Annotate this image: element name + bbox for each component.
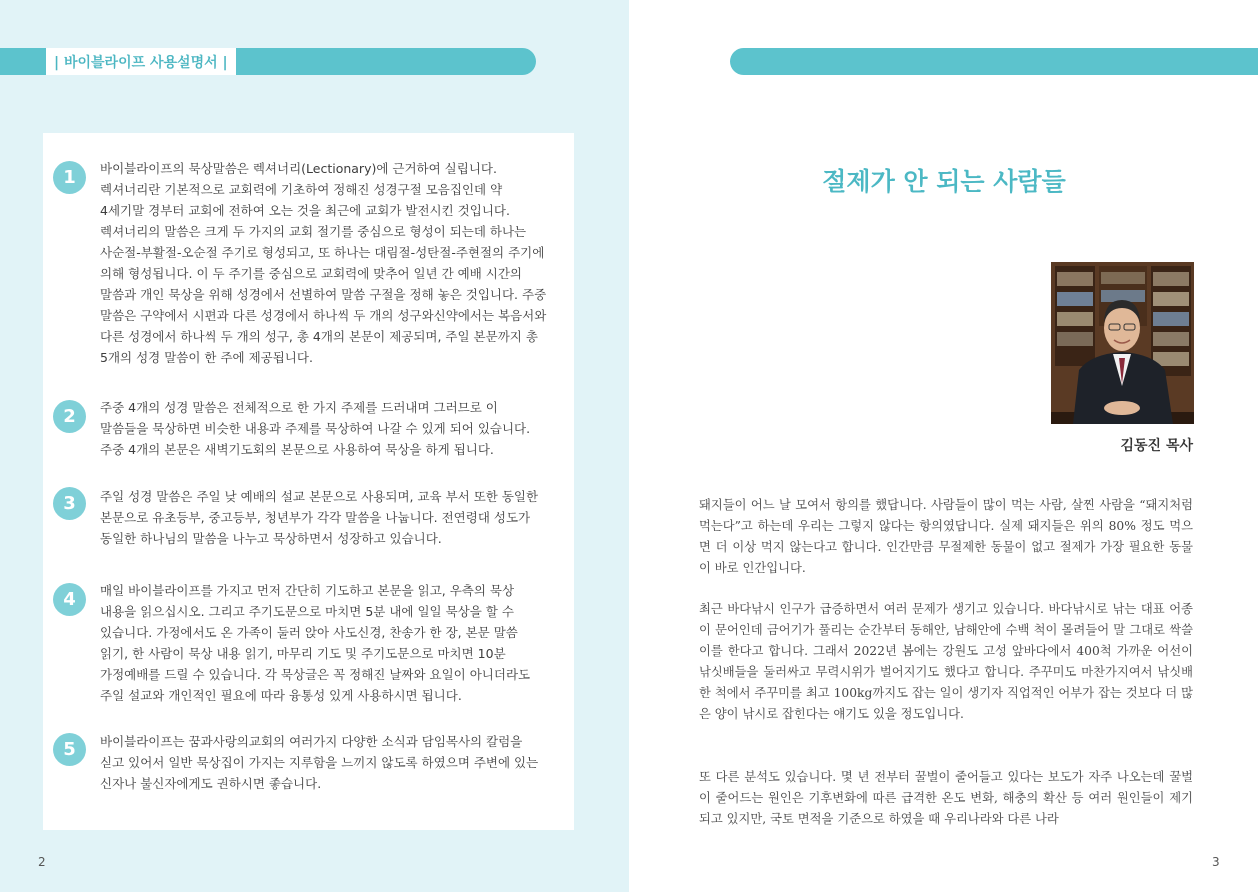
item-number-badge: 2 — [53, 400, 86, 433]
header-bar — [730, 48, 1258, 75]
article-title: 절제가 안 되는 사람들 — [822, 167, 1066, 196]
guide-card — [43, 133, 574, 830]
item-text: 매일 바이블라이프를 가지고 먼저 간단히 기도하고 본문을 읽고, 우측의 묵상 내용을 읽으십시오. 그리고 주기도문으로 마치면 5분 내에 일일 묵상을 할 수 있습니다. 가정에서도 온 가족이 둘러 앉아 사도신경, 찬송가 한 장, 본문 말씀 읽기, 한 사람이 묵상 내용 읽기, 마무리 기도 및 주기도문으로 마치면 10분 가정예배를 드릴 수 있습니다. 각 묵상글은 꼭 정해진 날짜와 요일이 아니더라도 주일 설교와 개인적인 필요에 따라 융통성 있게 사용하시면 됩니다. — [100, 583, 531, 703]
article-paragraph: 또 다른 분석도 있습니다. 몇 년 전부터 꿀벌이 줄어들고 있다는 보도가 자주 나오는데 꿀벌이 줄어드는 원인은 기후변화에 따른 급격한 온도 변화, 해충의 확산 등 여러 원인들이 제기되고 있지만, 국토 면적을 기준으로 하였을 때 우리나라와 다른 나라 — [699, 770, 1193, 826]
item-number-badge: 1 — [53, 161, 86, 194]
item-text: 주중 4개의 성경 말씀은 전체적으로 한 가지 주제를 드러내며 그러므로 이 말씀들을 묵상하면 비슷한 내용과 주제를 묵상하여 나갈 수 있게 되어 있습니다. 주중 4개의 본문은 새벽기도회의 본문으로 사용하여 묵상을 하게 됩니다. — [100, 400, 531, 457]
author-caption: 김동진 목사 — [1120, 438, 1193, 454]
article-paragraph: 돼지들이 어느 날 모여서 항의를 했답니다. 사람들이 많이 먹는 사람, 살찐 사람을 “돼지처럼 먹는다”고 하는데 우리는 그렇지 않다는 항의였답니다. 실제 돼지들은 위의 80% 정도 먹으면 더 이상 먹지 않는다고 합니다. 인간만큼 무절제한 동물이 없고 절제가 가장 필요한 동물이 바로 인간입니다. — [699, 498, 1193, 575]
item-number-badge: 5 — [53, 733, 86, 766]
author-photo-image — [1051, 262, 1194, 424]
author-photo — [1051, 262, 1194, 424]
item-number-badge: 4 — [53, 583, 86, 616]
item-text: 바이블라이프의 묵상말씀은 렉셔너리(Lectionary)에 근거하여 실립니다. 렉셔너리란 기본적으로 교회력에 기초하여 정해진 성경구절 모음집인데 약 4세기말 경부터 교회에 전하여 오는 것을 최근에 교회가 발전시킨 것입니다. 렉셔너리의 말씀은 크게 두 가지의 교회 절기를 중심으로 형성이 되는데 하나는 사순절-부활절-오순절 주기로 형성되고, 또 하나는 대림절-성탄절-주현절의 주기에 의해 형성됩니다. 이 두 주기를 중심으로 교회력에 맞추어 일년 간 예배 시간의 말씀과 개인 묵상을 위해 성경에서 선별하여 말씀 구절을 정해 놓은 것입니다. 주중 말씀은 구약에서 시편과 다른 성경에서 하나씩 두 개의 성구와신약에서는 복음서와 다른 성경에서 하나씩 두 개의 성구, 총 4개의 본문이 제공되며, 주일 본문까지 총 5개의 성경 말씀이 한 주에 제공됩니다. — [100, 161, 547, 365]
item-number-badge: 3 — [53, 487, 86, 520]
page-number: 3 — [1212, 855, 1220, 869]
page-number: 2 — [38, 855, 46, 869]
item-text: 주일 성경 말씀은 주일 낮 예배의 설교 본문으로 사용되며, 교육 부서 또한 동일한 본문으로 유초등부, 중고등부, 청년부가 각각 말씀을 나눕니다. 전연령대 성도가 동일한 하나님의 말씀을 나누고 묵상하면서 성장하고 있습니다. — [100, 489, 539, 546]
right-page — [629, 0, 1258, 892]
item-text: 바이블라이프는 꿈과사랑의교회의 여러가지 다양한 소식과 담임목사의 칼럼을 싣고 있어서 일반 묵상집이 가지는 지루함을 느끼지 않도록 하였으며 주변에 있는 신자나 불신자에게도 권하시면 좋습니다. — [100, 734, 539, 791]
section-tab: | 바이블라이프 사용설명서 | — [46, 48, 236, 75]
article-paragraph: 최근 바다낚시 인구가 급증하면서 여러 문제가 생기고 있습니다. 바다낚시로 낚는 대표 어종이 문어인데 금어기가 풀리는 순간부터 동해안, 남해안에 수백 척이 몰려들어 말 그대로 싹쓸이를 한다고 합니다. 그래서 2022년 봄에는 강원도 고성 앞바다에서 400척 가까운 어선이 낚싯배들을 둘러싸고 무력시위가 벌어지기도 했다고 합니다. 주꾸미도 마찬가지여서 낚싯배 한 척에서 주꾸미를 최고 100kg까지도 잡는 일이 생기자 직업적인 어부가 잡는 것보다 더 많은 양이 낚시로 잡힌다는 얘기도 있을 정도입니다. — [699, 602, 1193, 721]
